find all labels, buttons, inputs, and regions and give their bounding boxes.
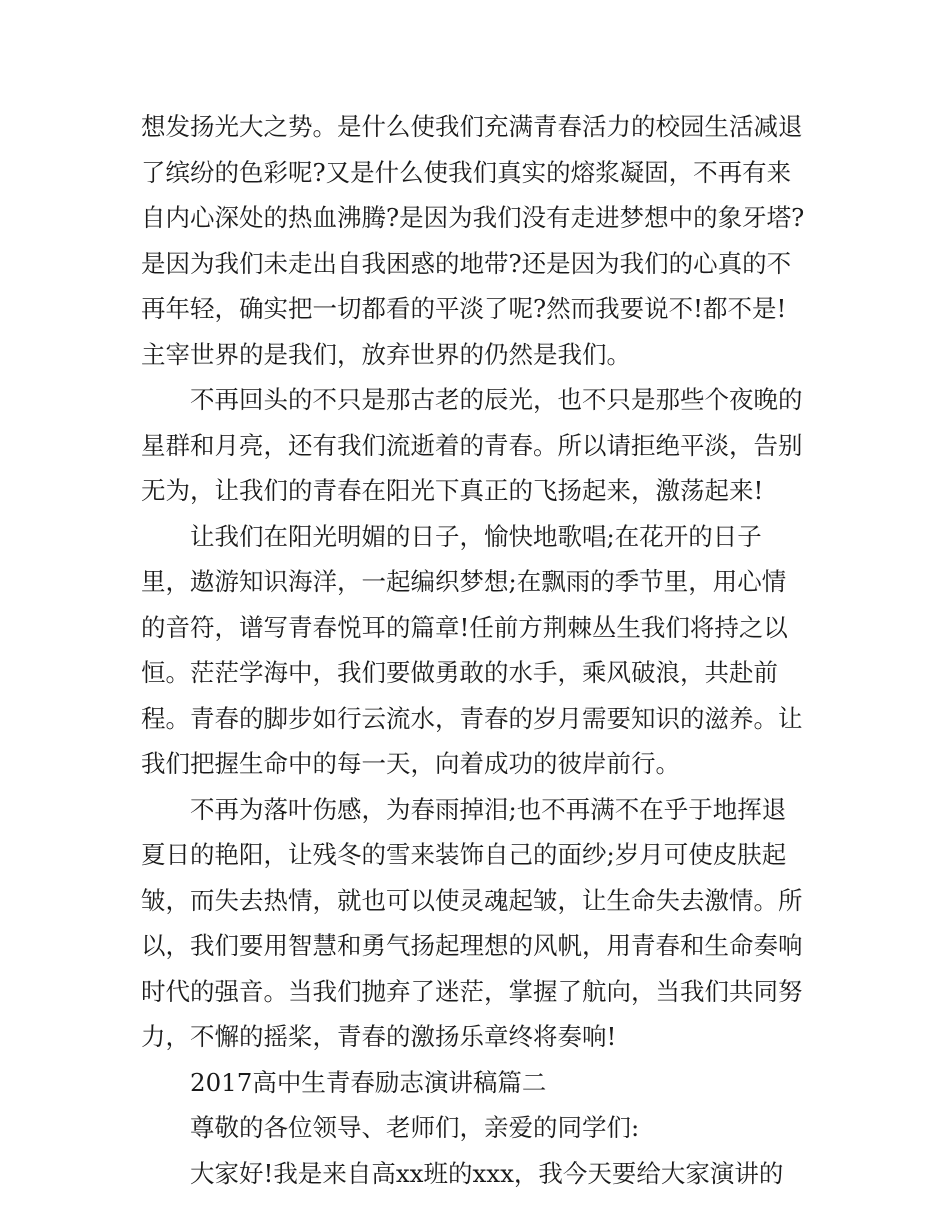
text-line: 我们把握生命中的每一天，向着成功的彼岸前行。 xyxy=(141,749,680,778)
text-line: 无为，让我们的青春在阳光下真正的飞扬起来，激荡起来! xyxy=(141,476,764,505)
paragraph-first-line: 不再回头的不只是那古老的辰光，也不只是那些个夜晚的 xyxy=(190,385,803,414)
paragraph-first-line: 大家好!我是来自高xx班的xxx，我今天要给大家演讲的 xyxy=(190,1158,784,1188)
text-line: 里，遨游知识海洋，一起编织梦想;在飘雨的季节里，用心情 xyxy=(141,567,787,596)
paragraph-first-line: 不再为落叶伤感，为春雨掉泪;也不再满不在乎于地挥退 xyxy=(190,794,787,824)
text-line: 的音符，谱写青春悦耳的篇章!任前方荆棘丛生我们将持之以 xyxy=(141,612,788,642)
text-line: 力，不懈的摇桨，青春的激扬乐章终将奏响! xyxy=(141,1022,617,1051)
text-line: 自内心深处的热血沸腾?是因为我们没有走进梦想中的象牙塔? xyxy=(141,203,805,232)
document-body xyxy=(141,104,821,1196)
paragraph-first-line: 让我们在阳光明媚的日子，愉快地歌唱;在花开的日子 xyxy=(190,521,762,551)
text-line: 是因为我们未走出自我困惑的地带?还是因为我们的心真的不 xyxy=(141,248,792,278)
text-line: 夏日的艳阳，让残冬的雪来装饰自己的面纱;岁月可使皮肤起 xyxy=(141,840,787,869)
text-line: 恒。茫茫学海中，我们要做勇敢的水手，乘风破浪，共赴前 xyxy=(141,658,778,687)
text-line: 了缤纷的色彩呢?又是什么使我们真实的熔浆凝固，不再有来 xyxy=(141,157,792,187)
text-line: 星群和月亮，还有我们流逝着的青春。所以请拒绝平淡，告别 xyxy=(141,430,803,460)
text-line: 皱，而失去热情，就也可以使灵魂起皱，让生命失去激情。所 xyxy=(141,885,803,915)
text-line: 想发扬光大之势。是什么使我们充满青春活力的校园生活减退 xyxy=(141,112,803,141)
text-line: 时代的强音。当我们抛弃了迷茫，掌握了航向，当我们共同努 xyxy=(141,976,803,1006)
text-line: 以，我们要用智慧和勇气扬起理想的风帆，用青春和生命奏响 xyxy=(141,931,803,960)
salutation: 尊敬的各位领导、老师们，亲爱的同学们: xyxy=(190,1113,640,1142)
section-heading: 2017高中生青春励志演讲稿篇二 xyxy=(190,1067,547,1097)
text-line: 再年轻，确实把一切都看的平淡了呢?然而我要说不!都不是! xyxy=(141,294,787,323)
text-line: 程。青春的脚步如行云流水，青春的岁月需要知识的滋养。让 xyxy=(141,703,803,733)
text-line: 主宰世界的是我们，放弃世界的仍然是我们。 xyxy=(141,339,631,369)
